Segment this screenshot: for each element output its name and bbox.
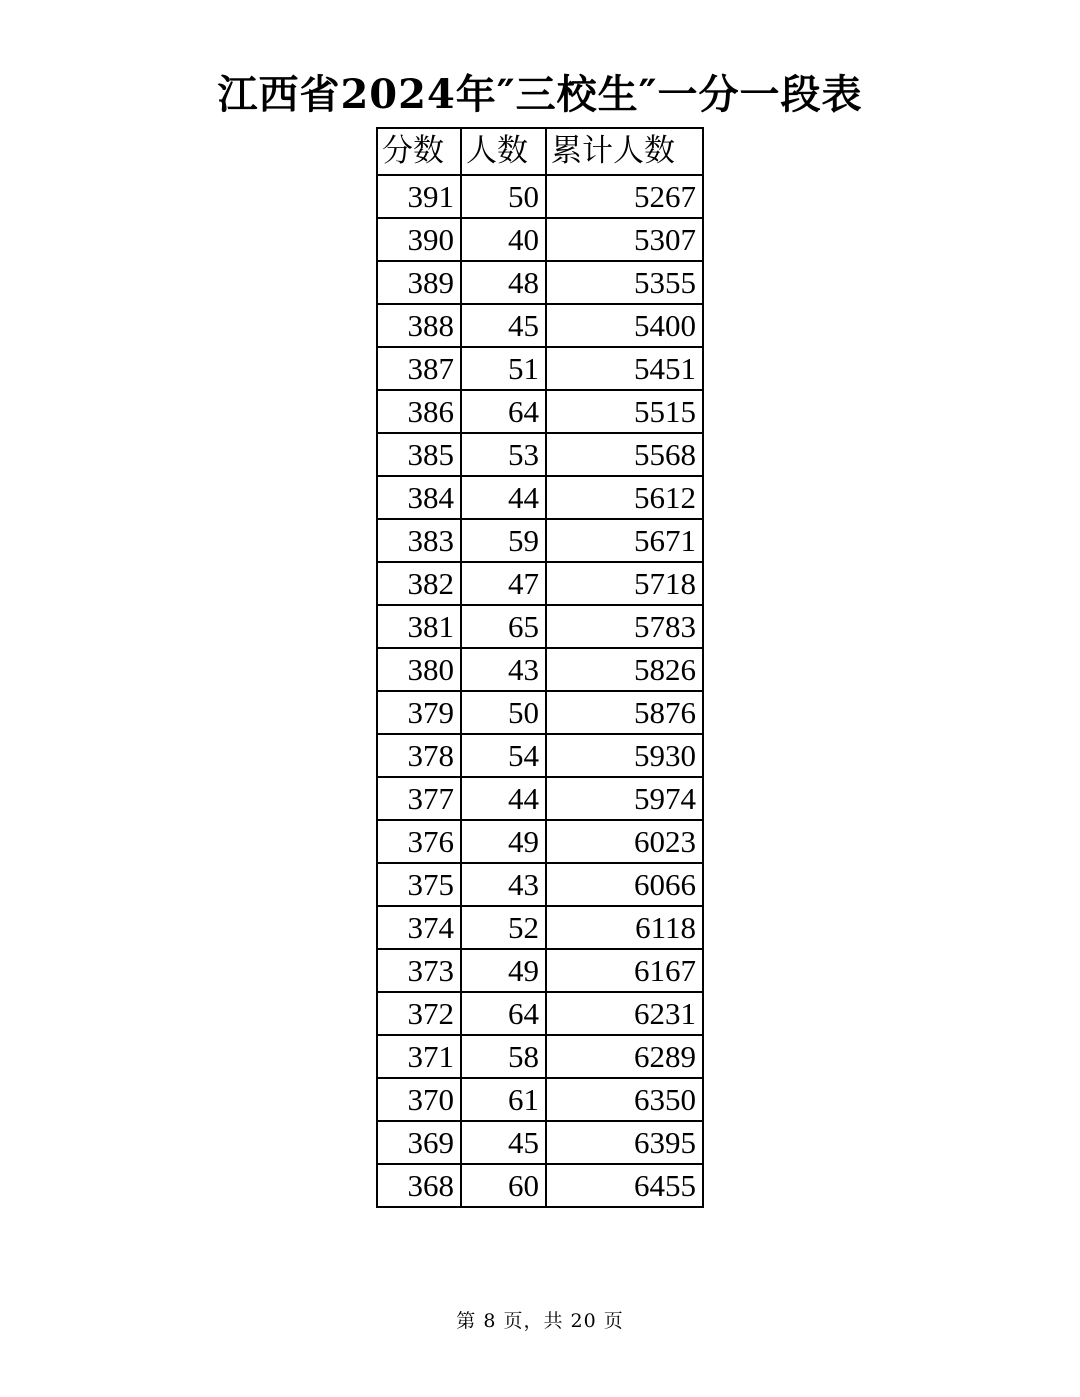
count-cell: 49	[461, 820, 546, 863]
table-row	[377, 304, 703, 347]
cumulative-cell: 6455	[546, 1164, 703, 1207]
table-row	[377, 648, 703, 691]
count-cell: 54	[461, 734, 546, 777]
count-cell: 45	[461, 304, 546, 347]
table-row	[377, 949, 703, 992]
cumulative-cell: 6289	[546, 1035, 703, 1078]
table-row	[377, 820, 703, 863]
count-cell: 58	[461, 1035, 546, 1078]
cumulative-cell: 5307	[546, 218, 703, 261]
table-row	[377, 476, 703, 519]
count-cell: 52	[461, 906, 546, 949]
cumulative-cell: 5783	[546, 605, 703, 648]
cumulative-cell: 5400	[546, 304, 703, 347]
score-cell: 388	[377, 304, 461, 347]
score-cell: 382	[377, 562, 461, 605]
score-cell: 387	[377, 347, 461, 390]
cumulative-cell: 5568	[546, 433, 703, 476]
cumulative-cell: 5451	[546, 347, 703, 390]
count-cell: 44	[461, 476, 546, 519]
count-cell: 50	[461, 691, 546, 734]
table-row	[377, 777, 703, 820]
score-cell: 369	[377, 1121, 461, 1164]
cumulative-cell: 6118	[546, 906, 703, 949]
score-cell: 371	[377, 1035, 461, 1078]
score-cell: 368	[377, 1164, 461, 1207]
count-cell: 47	[461, 562, 546, 605]
table-row	[377, 1121, 703, 1164]
cumulative-cell: 5826	[546, 648, 703, 691]
count-cell: 45	[461, 1121, 546, 1164]
table-row	[377, 218, 703, 261]
header-count: 人数	[461, 128, 546, 175]
count-cell: 64	[461, 992, 546, 1035]
score-cell: 381	[377, 605, 461, 648]
cumulative-cell: 5671	[546, 519, 703, 562]
score-cell: 373	[377, 949, 461, 992]
table-row	[377, 261, 703, 304]
table-header-row	[377, 128, 703, 175]
count-cell: 65	[461, 605, 546, 648]
table-row	[377, 390, 703, 433]
score-cell: 375	[377, 863, 461, 906]
table-row	[377, 863, 703, 906]
score-cell: 370	[377, 1078, 461, 1121]
cumulative-cell: 6350	[546, 1078, 703, 1121]
count-cell: 43	[461, 863, 546, 906]
score-cell: 383	[377, 519, 461, 562]
score-cell: 376	[377, 820, 461, 863]
count-cell: 59	[461, 519, 546, 562]
score-cell: 380	[377, 648, 461, 691]
count-cell: 61	[461, 1078, 546, 1121]
header-score: 分数	[377, 128, 461, 175]
table-row	[377, 347, 703, 390]
table-row	[377, 519, 703, 562]
table-row	[377, 562, 703, 605]
score-cell: 379	[377, 691, 461, 734]
count-cell: 48	[461, 261, 546, 304]
count-cell: 51	[461, 347, 546, 390]
page-footer: 第 8 页，共 20 页	[456, 1310, 624, 1332]
score-cell: 385	[377, 433, 461, 476]
table-row	[377, 734, 703, 777]
table-row	[377, 906, 703, 949]
cumulative-cell: 6167	[546, 949, 703, 992]
cumulative-cell: 5355	[546, 261, 703, 304]
cumulative-cell: 6066	[546, 863, 703, 906]
score-table	[376, 127, 704, 1208]
table-body	[377, 175, 703, 1207]
table-row	[377, 992, 703, 1035]
cumulative-cell: 5974	[546, 777, 703, 820]
count-cell: 49	[461, 949, 546, 992]
table-row	[377, 691, 703, 734]
table-row	[377, 1035, 703, 1078]
cumulative-cell: 5267	[546, 175, 703, 218]
score-cell: 372	[377, 992, 461, 1035]
score-cell: 384	[377, 476, 461, 519]
score-cell: 386	[377, 390, 461, 433]
count-cell: 53	[461, 433, 546, 476]
score-cell: 390	[377, 218, 461, 261]
cumulative-cell: 5718	[546, 562, 703, 605]
score-cell: 389	[377, 261, 461, 304]
count-cell: 50	[461, 175, 546, 218]
score-cell: 377	[377, 777, 461, 820]
score-cell: 391	[377, 175, 461, 218]
cumulative-cell: 5930	[546, 734, 703, 777]
score-cell: 378	[377, 734, 461, 777]
score-cell: 374	[377, 906, 461, 949]
cumulative-cell: 6023	[546, 820, 703, 863]
cumulative-cell: 5612	[546, 476, 703, 519]
cumulative-cell: 6395	[546, 1121, 703, 1164]
cumulative-cell: 5876	[546, 691, 703, 734]
table-row	[377, 175, 703, 218]
page-title: 江西省2024年″三校生″一分一段表	[217, 71, 863, 118]
count-cell: 43	[461, 648, 546, 691]
header-cumulative: 累计人数	[546, 128, 703, 175]
count-cell: 60	[461, 1164, 546, 1207]
table-row	[377, 1078, 703, 1121]
count-cell: 64	[461, 390, 546, 433]
table-row	[377, 1164, 703, 1207]
count-cell: 44	[461, 777, 546, 820]
cumulative-cell: 5515	[546, 390, 703, 433]
table-row	[377, 433, 703, 476]
count-cell: 40	[461, 218, 546, 261]
cumulative-cell: 6231	[546, 992, 703, 1035]
table-row	[377, 605, 703, 648]
